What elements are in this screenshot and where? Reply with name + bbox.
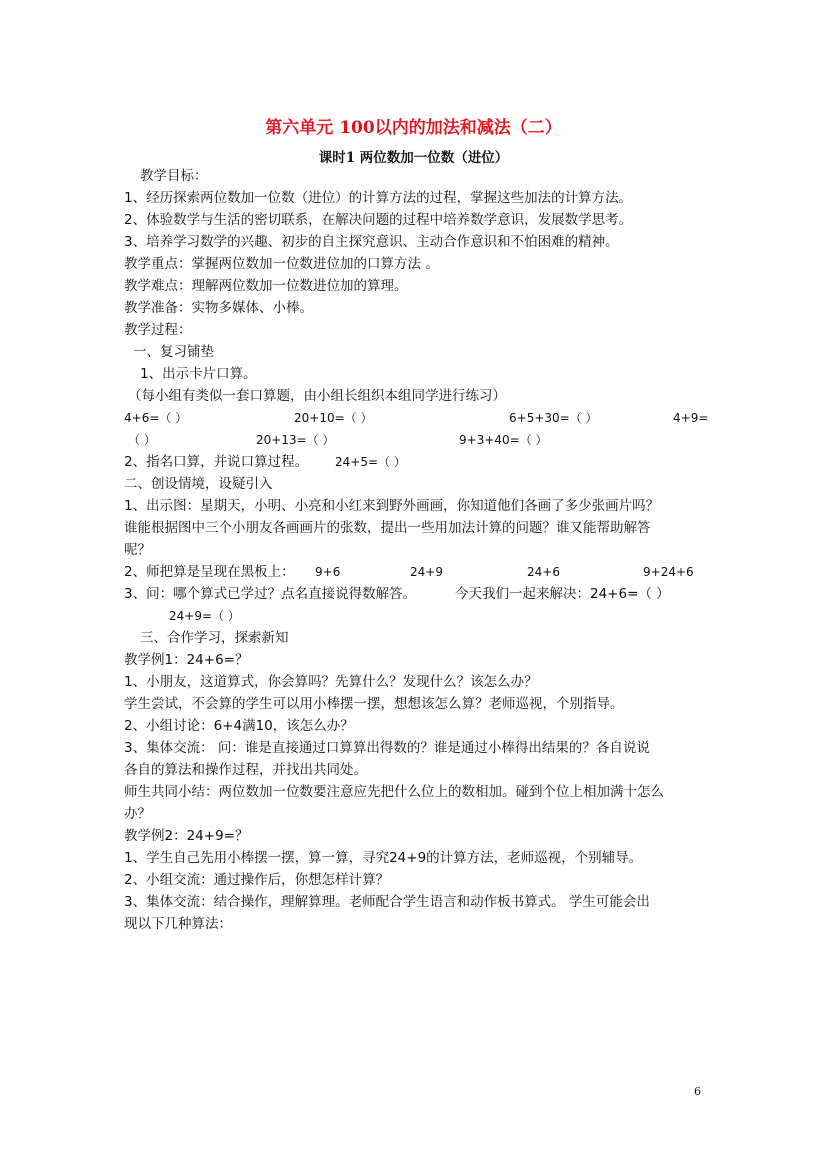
- text-line: 教学过程：: [124, 322, 192, 338]
- text-line: 现以下几种算法：: [124, 916, 232, 932]
- equation: 24+9: [410, 565, 443, 579]
- exercise: 20+10=（ ）: [294, 411, 373, 425]
- example-heading: 教学例1：24+6=？: [124, 652, 249, 668]
- text-line: 1、经历探索两位数加一位数（进位）的计算方法的过程，掌握这些加法的计算方法。: [124, 190, 633, 206]
- page-number: 6: [694, 1085, 701, 1098]
- section-heading: 一、复习铺垫: [133, 344, 214, 360]
- text-line: 1、小朋友，这道算式，你会算吗？先算什么？发现什么？该怎么办？: [124, 674, 538, 690]
- exercise: 24+9=（ ）: [169, 609, 240, 623]
- equation: 9+24+6: [643, 565, 694, 579]
- text-line: 教学重点：掌握两位数加一位数进位加的口算方法 。: [124, 256, 439, 272]
- text-line: 呢？: [124, 542, 151, 558]
- exercise: （ ）: [128, 433, 156, 447]
- exercise: 20+13=（ ）: [256, 433, 335, 447]
- text-line: 2、指名口算，并说口算过程。: [124, 454, 309, 470]
- text-line: 3、集体交流：结合操作，理解算理。老师配合学生语言和动作板书算式。 学生可能会出: [124, 894, 650, 910]
- text-line: 学生尝试，不会算的学生可以用小棒摆一摆，想想该怎么算？老师巡视，个别指导。: [124, 696, 624, 712]
- exercise: 6+5+30=（ ）: [509, 411, 598, 425]
- text-line: 各自的算法和操作过程，并找出共同处。: [124, 762, 367, 778]
- exercise: 24+5=（ ）: [335, 455, 406, 469]
- text-line: 教学目标：: [140, 168, 208, 184]
- text-line: 1、出示图：星期天，小明、小亮和小红来到野外画画，你知道他们各画了多少张画片吗？: [124, 498, 660, 514]
- section-heading: 三、合作学习，探索新知: [140, 630, 289, 646]
- equation: 24+6: [527, 565, 560, 579]
- section-heading: 二、创设情境，设疑引入: [124, 476, 273, 492]
- text-line: 2、小组讨论：6+4满10，该怎么办？: [124, 718, 354, 734]
- text-line: 师生共同小结：两位数加一位数要注意应先把什么位上的数相加。碰到个位上相加满十怎么: [124, 784, 664, 800]
- exercise: 9+3+40=（ ）: [459, 433, 548, 447]
- text-line: 3、集体交流： 问：谁是直接通过口算算出得数的？谁是通过小棒得出结果的？各自说说: [124, 740, 650, 756]
- text-line: 教学准备：实物多媒体、小棒。: [124, 300, 313, 316]
- text-line: 今天我们一起来解决：24+6=（ ）: [455, 586, 670, 602]
- text-line: 3、问：哪个算式已学过？点名直接说得数解答。: [124, 586, 417, 602]
- exercise: 4+6=（ ）: [124, 411, 188, 425]
- text-line: 3、培养学习数学的兴趣、初步的自主探究意识、主动合作意识和不怕困难的精神。: [124, 234, 619, 250]
- equation: 9+6: [315, 565, 341, 579]
- text-line: 2、师把算是呈现在黑板上：: [124, 564, 295, 580]
- document-title: 第六单元 100以内的加法和减法（二）: [265, 118, 562, 138]
- text-line: 2、体验数学与生活的密切联系，在解决问题的过程中培养数学意识，发展数学思考。: [124, 212, 633, 228]
- text-line: 2、小组交流：通过操作后，你想怎样计算？: [124, 872, 390, 888]
- exercise: 4+9=: [673, 411, 709, 425]
- text-line: 教学难点：理解两位数加一位数进位加的算理。: [124, 278, 408, 294]
- text-line: 1、出示卡片口算。: [140, 366, 257, 382]
- text-line: （每小组有类似一套口算题，由小组长组织本组同学进行练习）: [128, 388, 506, 404]
- example-heading: 教学例2：24+9=？: [124, 828, 249, 844]
- document-subtitle: 课时1 两位数加一位数（进位）: [318, 150, 509, 166]
- text-line: 1、学生自己先用小棒摆一摆，算一算，寻究24+9的计算方法，老师巡视，个别辅导。: [124, 850, 643, 866]
- text-line: 谁能根据图中三个小朋友各画画片的张数，提出一些用加法计算的问题？谁又能帮助解答: [124, 520, 651, 536]
- text-line: 办？: [124, 806, 151, 822]
